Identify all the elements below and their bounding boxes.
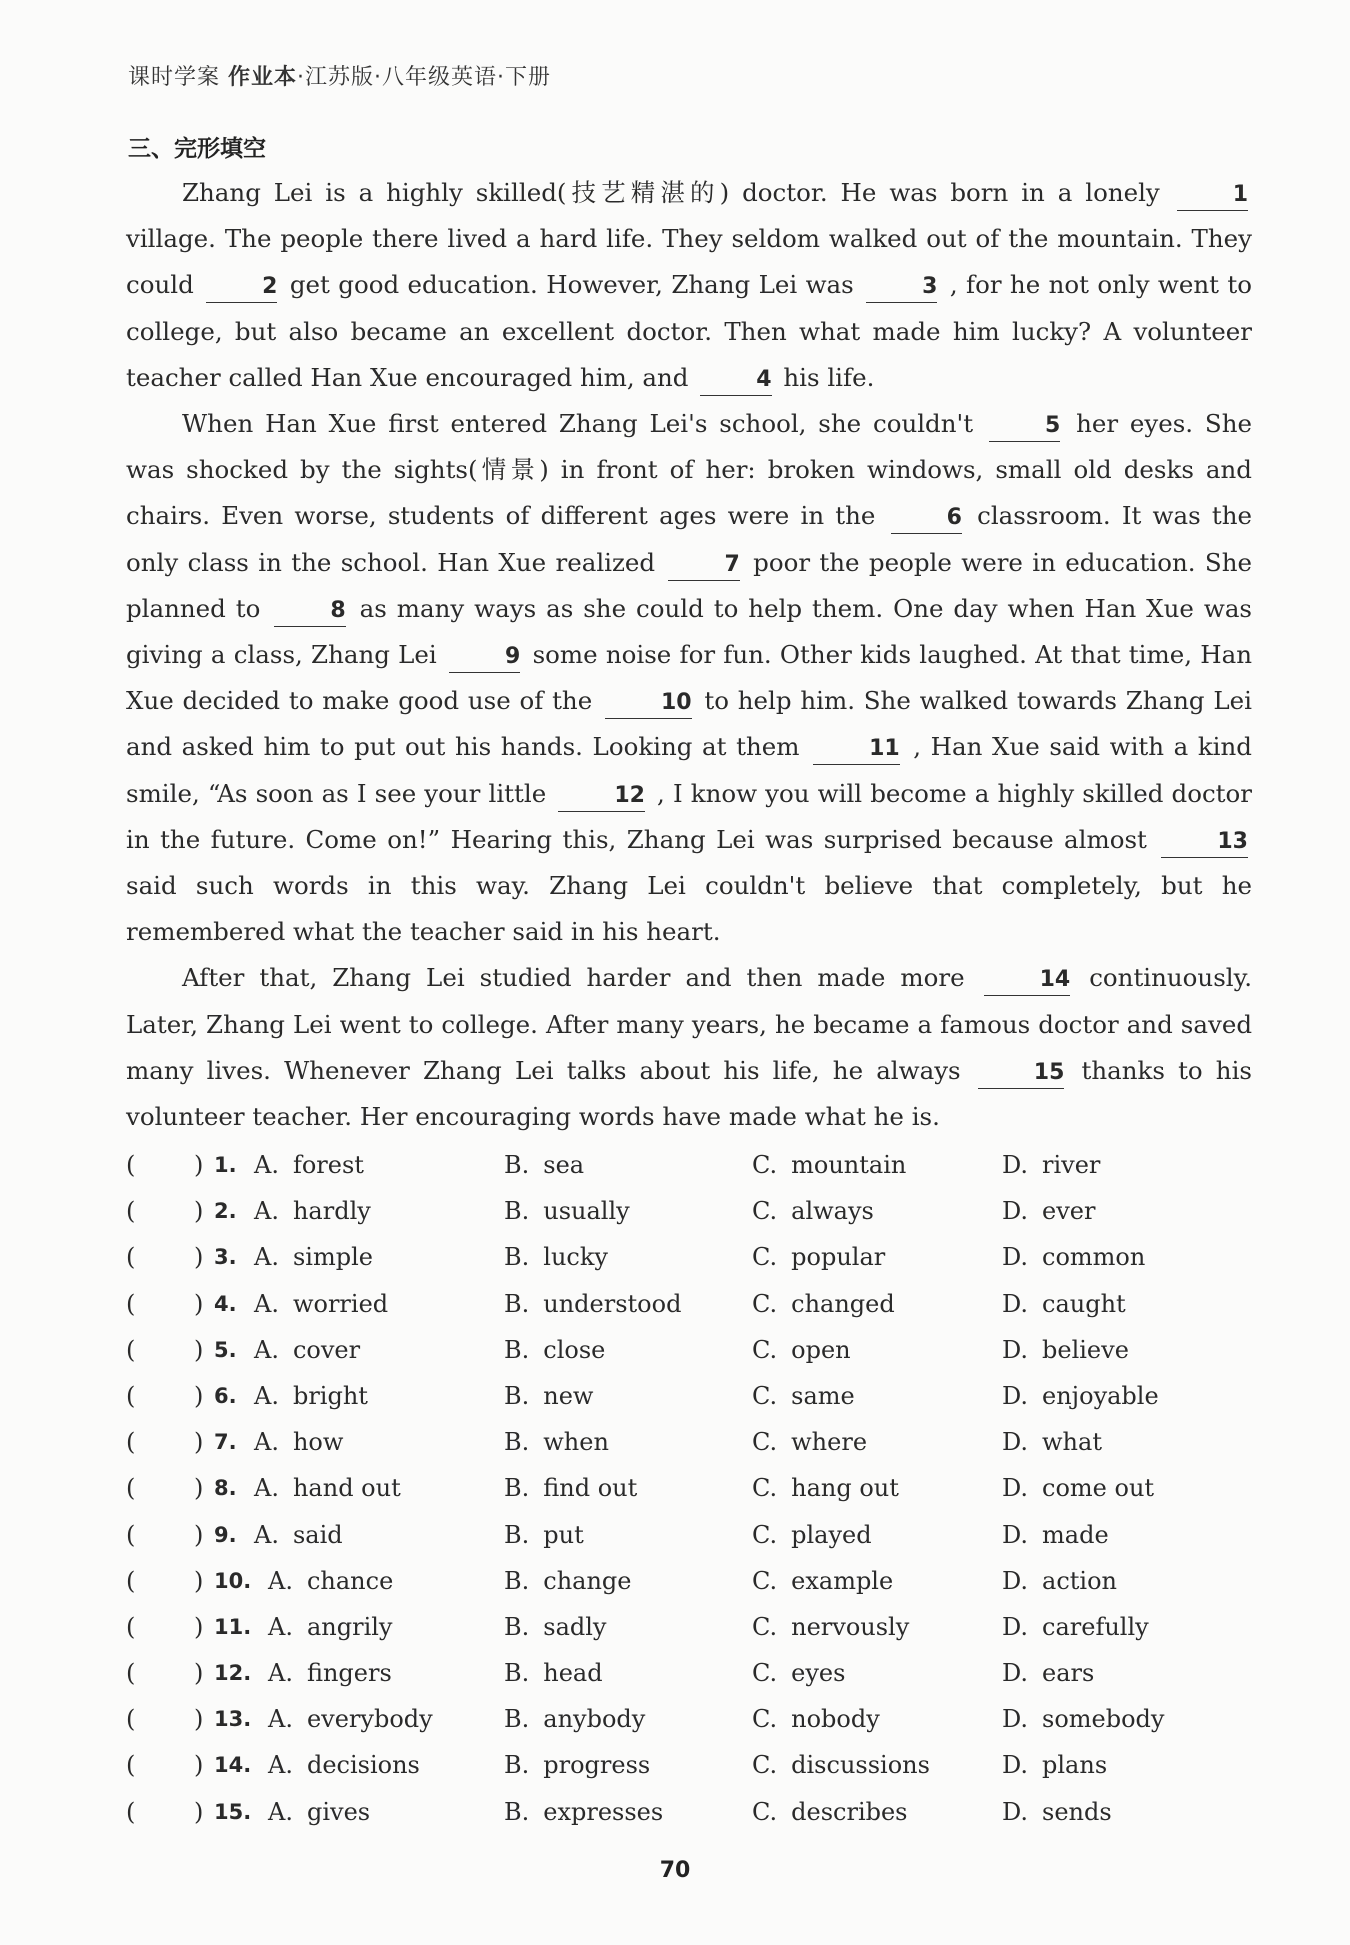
passage-text: thanks to his volunteer teacher. Her encouraging words have made what he is.	[126, 1055, 1252, 1132]
option-text: same	[791, 1381, 855, 1410]
answer-paren-close: )	[194, 1659, 204, 1688]
question-row	[126, 1742, 1256, 1788]
option-a[interactable]	[254, 1419, 343, 1465]
page-number: 70	[659, 1858, 691, 1883]
option-text: bright	[292, 1381, 368, 1410]
option-text: cover	[292, 1335, 361, 1364]
option-letter: D.	[1002, 1751, 1029, 1780]
option-text: eyes	[791, 1659, 846, 1688]
option-a[interactable]	[254, 1373, 368, 1419]
passage-text: Zhang Lei is a highly skilled(技艺精湛的) doctor. He was born in a lonely	[182, 178, 1160, 207]
passage-text: to help him. She walked towards Zhang Lei and asked him to put out his hands. Looking at them	[126, 686, 1252, 762]
option-a[interactable]	[268, 1604, 392, 1650]
answer-paren-close: )	[194, 1751, 204, 1780]
option-text: believe	[1042, 1335, 1129, 1364]
question-number: 5.	[214, 1337, 237, 1362]
question-row	[126, 1142, 1256, 1188]
option-letter: C.	[752, 1612, 778, 1641]
answer-paren-close: )	[194, 1474, 204, 1503]
option-letter: A.	[268, 1797, 293, 1826]
option-text: understood	[543, 1289, 682, 1318]
option-text: lucky	[543, 1243, 608, 1272]
option-a[interactable]	[268, 1558, 393, 1604]
blank-3[interactable]: 3	[866, 272, 937, 303]
passage-text: When Han Xue first entered Zhang Lei's school, she couldn't	[182, 409, 974, 439]
option-text: close	[543, 1335, 606, 1364]
option-letter: B.	[504, 1659, 530, 1688]
option-b[interactable]	[504, 1281, 681, 1327]
option-letter: B.	[504, 1151, 530, 1179]
question-row	[126, 1789, 1256, 1835]
option-letter: A.	[254, 1520, 279, 1549]
answer-paren-open[interactable]: (	[126, 1381, 136, 1410]
option-a[interactable]	[254, 1234, 373, 1280]
answer-paren-open[interactable]: (	[126, 1289, 136, 1318]
option-text: nobody	[791, 1705, 880, 1734]
passage-text: village. The people there lived a hard life. They seldom walked out of the mountain. They could	[126, 224, 1252, 300]
option-c[interactable]	[752, 1789, 908, 1835]
option-b[interactable]	[504, 1327, 605, 1373]
option-letter: D.	[1002, 1705, 1029, 1734]
answer-paren-open[interactable]: (	[126, 1335, 136, 1364]
option-b[interactable]	[504, 1419, 609, 1465]
passage-text: his life.	[783, 362, 875, 392]
option-text: sea	[543, 1151, 585, 1179]
question-row	[126, 1465, 1256, 1511]
question-row	[126, 1188, 1256, 1234]
option-letter: D.	[1002, 1797, 1029, 1826]
answer-paren-close: )	[194, 1335, 204, 1364]
option-letter: D.	[1002, 1243, 1029, 1272]
option-text: describes	[791, 1797, 908, 1826]
option-a[interactable]	[254, 1327, 360, 1373]
blank-9[interactable]: 9	[449, 642, 520, 673]
answer-paren-open[interactable]: (	[126, 1520, 136, 1549]
blank-11[interactable]: 11	[813, 734, 900, 765]
option-letter: C.	[752, 1335, 778, 1364]
option-a[interactable]	[268, 1696, 433, 1742]
option-text: carefully	[1042, 1612, 1149, 1641]
blank-14[interactable]: 14	[984, 965, 1071, 996]
option-letter: C.	[752, 1659, 778, 1688]
option-letter: D.	[1002, 1566, 1029, 1595]
option-d[interactable]	[1002, 1604, 1149, 1650]
option-letter: B.	[504, 1566, 530, 1595]
option-text: ears	[1042, 1659, 1095, 1688]
option-letter: D.	[1002, 1428, 1029, 1457]
blank-1[interactable]: 1	[1177, 180, 1248, 211]
blank-13[interactable]: 13	[1161, 827, 1248, 858]
option-c[interactable]	[752, 1558, 893, 1604]
option-c[interactable]	[752, 1512, 872, 1558]
option-text: new	[543, 1381, 594, 1410]
option-letter: C.	[752, 1797, 778, 1826]
option-text: sadly	[543, 1612, 607, 1641]
option-letter: B.	[504, 1243, 530, 1272]
option-letter: C.	[752, 1520, 778, 1549]
option-text: nervously	[791, 1612, 910, 1641]
option-letter: C.	[752, 1289, 778, 1318]
paragraph-2	[126, 401, 1252, 955]
option-text: find out	[543, 1474, 638, 1503]
option-letter: A.	[254, 1428, 279, 1457]
question-number: 7.	[214, 1430, 237, 1455]
option-a[interactable]	[268, 1742, 420, 1788]
passage-text: some noise for fun. Other kids laughed. At that time, Han Xue decided to make good use of the	[126, 640, 1252, 716]
passage-text: classroom. It was the only class in the school. Han Xue realized	[126, 501, 1252, 577]
option-text: river	[1042, 1151, 1101, 1179]
option-d[interactable]	[1002, 1742, 1107, 1788]
option-text: come out	[1042, 1474, 1155, 1503]
option-letter: B.	[504, 1797, 530, 1826]
option-text: discussions	[791, 1751, 930, 1780]
option-text: simple	[292, 1243, 373, 1272]
option-d[interactable]	[1002, 1327, 1129, 1373]
option-b[interactable]	[504, 1234, 608, 1280]
option-text: change	[543, 1566, 632, 1595]
option-letter: C.	[752, 1474, 778, 1503]
option-d[interactable]	[1002, 1696, 1164, 1742]
option-b[interactable]	[504, 1465, 637, 1511]
answer-paren-close: )	[194, 1797, 204, 1826]
blank-6[interactable]: 6	[891, 503, 962, 534]
option-c[interactable]	[752, 1650, 845, 1696]
option-text: said	[292, 1520, 343, 1549]
question-number: 1.	[214, 1153, 237, 1177]
option-text: anybody	[543, 1705, 646, 1734]
blank-10[interactable]: 10	[605, 688, 692, 719]
option-a[interactable]	[268, 1650, 392, 1696]
question-number: 4.	[214, 1291, 237, 1316]
option-letter: C.	[752, 1243, 778, 1272]
option-letter: D.	[1002, 1381, 1029, 1410]
question-row	[126, 1512, 1256, 1558]
option-letter: C.	[752, 1197, 778, 1226]
option-text: open	[791, 1335, 851, 1364]
option-d[interactable]	[1002, 1419, 1102, 1465]
option-b[interactable]	[504, 1142, 584, 1188]
option-text: plans	[1042, 1751, 1108, 1780]
option-a[interactable]	[254, 1281, 388, 1327]
option-letter: C.	[752, 1381, 778, 1410]
blank-2[interactable]: 2	[206, 272, 277, 303]
answer-paren-close: )	[194, 1197, 204, 1226]
option-b[interactable]	[504, 1742, 650, 1788]
option-letter: A.	[268, 1612, 293, 1641]
blank-12[interactable]: 12	[558, 781, 645, 812]
option-d[interactable]	[1002, 1188, 1095, 1234]
question-row	[126, 1558, 1256, 1604]
option-text: ever	[1042, 1197, 1096, 1226]
blank-7[interactable]: 7	[668, 550, 739, 581]
option-c[interactable]	[752, 1142, 906, 1188]
option-letter: C.	[752, 1566, 778, 1595]
option-text: example	[791, 1566, 894, 1595]
question-number: 3.	[214, 1245, 237, 1270]
answer-paren-open[interactable]: (	[126, 1705, 136, 1734]
option-letter: A.	[268, 1751, 293, 1780]
option-c[interactable]	[752, 1188, 874, 1234]
option-letter: B.	[504, 1751, 530, 1780]
option-letter: D.	[1002, 1474, 1029, 1503]
option-b[interactable]	[504, 1512, 584, 1558]
option-letter: A.	[254, 1197, 279, 1226]
question-number: 9.	[214, 1522, 237, 1547]
option-text: made	[1042, 1520, 1109, 1549]
option-text: worried	[292, 1289, 389, 1318]
question-row	[126, 1373, 1256, 1419]
option-text: sends	[1042, 1797, 1112, 1826]
option-letter: B.	[504, 1197, 530, 1226]
answer-paren-open[interactable]: (	[126, 1797, 136, 1826]
option-d[interactable]	[1002, 1142, 1100, 1188]
option-letter: B.	[504, 1335, 530, 1364]
passage-text: her eyes. She was shocked by the sights(情景) in front of her: broken windows, small old desks and chairs. Even worse, students of different ages were in the	[126, 409, 1252, 531]
option-text: head	[543, 1659, 603, 1688]
option-d[interactable]	[1002, 1373, 1159, 1419]
cloze-passage	[126, 170, 1252, 1140]
option-text: where	[791, 1428, 868, 1457]
option-text: usually	[543, 1197, 630, 1226]
option-a[interactable]	[254, 1512, 343, 1558]
option-a[interactable]	[254, 1465, 401, 1511]
answer-paren-open[interactable]: (	[126, 1151, 136, 1179]
option-b[interactable]	[504, 1188, 630, 1234]
option-text: somebody	[1042, 1705, 1165, 1734]
option-c[interactable]	[752, 1696, 880, 1742]
option-b[interactable]	[504, 1696, 645, 1742]
option-text: changed	[791, 1289, 895, 1318]
option-a[interactable]	[268, 1789, 370, 1835]
option-letter: D.	[1002, 1197, 1029, 1226]
option-text: always	[791, 1197, 874, 1226]
answer-paren-open[interactable]: (	[126, 1566, 136, 1595]
option-c[interactable]	[752, 1234, 885, 1280]
answer-paren-close: )	[194, 1289, 204, 1318]
question-row	[126, 1650, 1256, 1696]
option-d[interactable]	[1002, 1281, 1126, 1327]
question-number: 10.	[214, 1568, 252, 1593]
passage-text: , for he not only went to college, but also became an excellent doctor. Then what made him lucky? A volunteer teacher called Han Xue encouraged him, and	[126, 270, 1252, 392]
option-text: gives	[306, 1797, 371, 1826]
option-letter: B.	[504, 1520, 530, 1549]
header-book: 作业本	[228, 65, 298, 90]
question-number: 11.	[214, 1614, 252, 1639]
option-d[interactable]	[1002, 1512, 1109, 1558]
answer-paren-close: )	[194, 1428, 204, 1457]
option-a[interactable]	[254, 1142, 364, 1188]
option-letter: A.	[254, 1289, 279, 1318]
option-text: fingers	[306, 1659, 392, 1688]
answer-paren-close: )	[194, 1612, 204, 1641]
option-text: mountain	[791, 1151, 907, 1179]
option-letter: D.	[1002, 1335, 1029, 1364]
option-letter: D.	[1002, 1151, 1029, 1179]
option-letter: A.	[254, 1243, 279, 1272]
question-number: 15.	[214, 1799, 252, 1824]
answer-paren-open[interactable]: (	[126, 1474, 136, 1503]
page-header	[128, 60, 551, 91]
option-letter: C.	[752, 1751, 778, 1780]
answer-paren-open[interactable]: (	[126, 1197, 136, 1226]
option-letter: B.	[504, 1612, 530, 1641]
option-letter: A.	[254, 1151, 279, 1179]
answer-paren-close: )	[194, 1243, 204, 1272]
option-letter: B.	[504, 1428, 530, 1457]
passage-text: get good education. However, Zhang Lei was	[289, 270, 854, 300]
question-row	[126, 1696, 1256, 1742]
option-letter: B.	[504, 1289, 530, 1318]
option-text: what	[1042, 1428, 1102, 1457]
passage-text: , Han Xue said with a kind smile, “As soon as I see your little	[126, 732, 1252, 808]
option-c[interactable]	[752, 1327, 851, 1373]
option-c[interactable]	[752, 1465, 899, 1511]
option-a[interactable]	[254, 1188, 371, 1234]
option-d[interactable]	[1002, 1558, 1117, 1604]
option-text: progress	[543, 1751, 651, 1780]
blank-8[interactable]: 8	[274, 596, 345, 627]
option-letter: A.	[254, 1381, 279, 1410]
answer-paren-close: )	[194, 1151, 204, 1179]
option-text: hardly	[292, 1197, 371, 1226]
question-list	[126, 1142, 1256, 1835]
option-text: forest	[292, 1151, 364, 1179]
option-letter: D.	[1002, 1289, 1029, 1318]
passage-text: said such words in this way. Zhang Lei couldn't believe that completely, but he remembered what the teacher said in his heart.	[126, 871, 1252, 947]
passage-text: as many ways as she could to help them. One day when Han Xue was giving a class, Zhang Lei	[126, 593, 1252, 670]
option-letter: A.	[254, 1335, 279, 1364]
option-letter: D.	[1002, 1612, 1029, 1641]
answer-paren-close: )	[194, 1705, 204, 1734]
question-number: 12.	[214, 1661, 252, 1686]
option-text: played	[791, 1520, 872, 1549]
question-number: 8.	[214, 1476, 237, 1501]
option-d[interactable]	[1002, 1465, 1154, 1511]
option-c[interactable]	[752, 1742, 930, 1788]
option-d[interactable]	[1002, 1789, 1112, 1835]
option-text: put	[543, 1520, 584, 1549]
option-text: angrily	[306, 1612, 393, 1641]
option-b[interactable]	[504, 1789, 663, 1835]
option-letter: C.	[752, 1151, 778, 1179]
option-text: enjoyable	[1042, 1381, 1159, 1410]
answer-paren-open[interactable]: (	[126, 1428, 136, 1457]
option-text: popular	[791, 1243, 886, 1272]
option-letter: A.	[268, 1705, 293, 1734]
option-b[interactable]	[504, 1604, 607, 1650]
option-b[interactable]	[504, 1373, 593, 1419]
question-row	[126, 1327, 1256, 1373]
question-row	[126, 1419, 1256, 1465]
option-letter: D.	[1002, 1520, 1029, 1549]
option-c[interactable]	[752, 1373, 855, 1419]
passage-text: , I know you will become a highly skilled doctor in the future. Come on!” Hearing this, Zhang Lei was surprised because almost	[126, 778, 1252, 854]
option-letter: A.	[268, 1659, 293, 1688]
option-text: decisions	[306, 1751, 420, 1780]
option-letter: A.	[268, 1566, 293, 1595]
option-text: caught	[1042, 1289, 1126, 1318]
answer-paren-open[interactable]: (	[126, 1659, 136, 1688]
option-letter: D.	[1002, 1659, 1029, 1688]
option-c[interactable]	[752, 1281, 895, 1327]
option-letter: A.	[254, 1474, 279, 1503]
blank-4[interactable]: 4	[700, 365, 771, 396]
question-number: 13.	[214, 1707, 252, 1732]
question-number: 6.	[214, 1383, 237, 1408]
option-text: expresses	[543, 1797, 664, 1826]
option-b[interactable]	[504, 1558, 632, 1604]
option-letter: B.	[504, 1381, 530, 1410]
option-text: everybody	[306, 1705, 433, 1734]
option-text: common	[1042, 1243, 1146, 1272]
option-text: chance	[306, 1566, 394, 1595]
answer-paren-open[interactable]: (	[126, 1243, 136, 1272]
answer-paren-close: )	[194, 1520, 204, 1549]
option-b[interactable]	[504, 1650, 603, 1696]
passage-text: poor the people were in education. She planned to	[126, 547, 1252, 623]
passage-text: After that, Zhang Lei studied harder and then made more	[182, 963, 965, 993]
answer-paren-close: )	[194, 1381, 204, 1410]
header-rest: ·江苏版·八年级英语·下册	[297, 65, 552, 90]
option-c[interactable]	[752, 1604, 909, 1650]
option-d[interactable]	[1002, 1650, 1094, 1696]
question-number: 2.	[214, 1199, 237, 1224]
answer-paren-close: )	[194, 1566, 204, 1595]
answer-paren-open[interactable]: (	[126, 1751, 136, 1780]
option-letter: C.	[752, 1705, 778, 1734]
option-letter: C.	[752, 1428, 778, 1457]
question-number: 14.	[214, 1753, 252, 1778]
blank-5[interactable]: 5	[989, 411, 1060, 442]
question-row	[126, 1234, 1256, 1280]
paragraph-1	[126, 170, 1252, 401]
option-text: when	[543, 1428, 609, 1457]
header-series: 课时学案	[128, 65, 221, 90]
option-letter: B.	[504, 1705, 530, 1734]
option-d[interactable]	[1002, 1234, 1145, 1280]
option-letter: B.	[504, 1474, 530, 1503]
answer-paren-open[interactable]: (	[126, 1612, 136, 1641]
passage-text: continuously. Later, Zhang Lei went to college. After many years, he became a famous doctor and saved many lives. Whenever Zhang Lei talks about his life, he always	[126, 963, 1252, 1085]
question-row	[126, 1281, 1256, 1327]
option-text: how	[292, 1428, 344, 1457]
paragraph-3	[126, 955, 1252, 1140]
section-title: 三、完形填空	[128, 136, 266, 162]
blank-15[interactable]: 15	[978, 1058, 1065, 1089]
option-text: hand out	[292, 1474, 401, 1503]
option-text: hang out	[791, 1474, 899, 1503]
question-row	[126, 1604, 1256, 1650]
option-text: action	[1042, 1566, 1117, 1595]
option-c[interactable]	[752, 1419, 867, 1465]
